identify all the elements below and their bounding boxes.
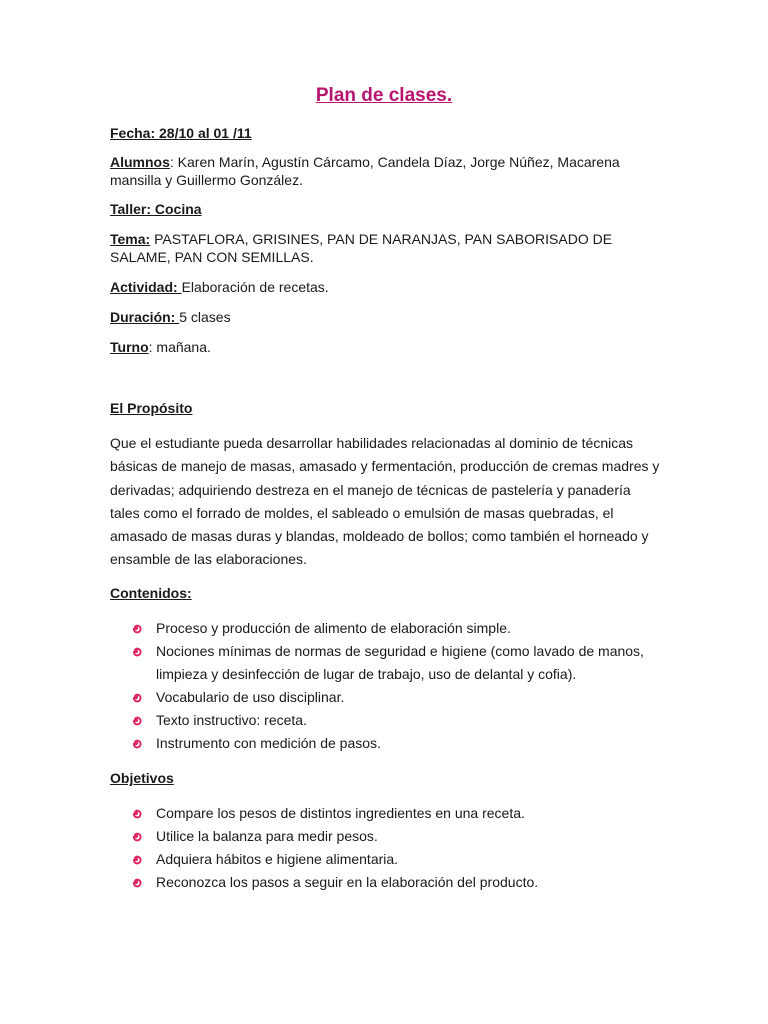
proposito-text: Que el estudiante pueda desarrollar habilidades relacionadas al dominio de técnicas básicas de manejo de masas, amasado y fermentación, producción de cremas madres y derivadas; adquiriendo destreza en el manejo de técnicas de pastelería y panadería tales como el forrado de moldes, el sableado o emulsión de masas quebradas, el amasado de masas duras y blandas, moldeado de bollos; como también el horneado y ensamble de las elaboraciones. bbox=[110, 435, 660, 568]
contenidos-item-text: Texto instructivo: receta. bbox=[156, 712, 307, 728]
actividad-label: Actividad: bbox=[110, 279, 182, 295]
turno-label: Turno bbox=[110, 339, 149, 355]
duracion-value: 5 clases bbox=[179, 309, 231, 325]
spiral-bullet-icon bbox=[130, 645, 142, 657]
objetivos-item-text: Compare los pesos de distintos ingredientes en una receta. bbox=[156, 805, 525, 821]
list-item bbox=[130, 732, 670, 755]
fecha-field bbox=[110, 124, 650, 142]
duracion-field bbox=[110, 308, 650, 326]
objetivos-item-text: Utilice la balanza para medir pesos. bbox=[156, 828, 378, 844]
spiral-bullet-icon bbox=[130, 807, 142, 819]
objetivos-list bbox=[130, 802, 670, 894]
taller-label: Taller: Cocina bbox=[110, 201, 202, 217]
list-item bbox=[130, 848, 670, 871]
alumnos-label: Alumnos bbox=[110, 154, 170, 170]
taller-field bbox=[110, 200, 650, 218]
tema-field bbox=[110, 230, 650, 266]
list-item bbox=[130, 709, 670, 732]
spiral-bullet-icon bbox=[130, 853, 142, 865]
fecha-label: Fecha: 28/10 al 01 /11 bbox=[110, 125, 252, 141]
contenidos-list bbox=[130, 617, 670, 755]
contenidos-item-text: Vocabulario de uso disciplinar. bbox=[156, 689, 345, 705]
page-title: Plan de clases. bbox=[315, 85, 453, 106]
tema-label: Tema: bbox=[110, 231, 151, 247]
list-item bbox=[130, 686, 670, 709]
contenidos-item-text: Proceso y producción de alimento de elaboración simple. bbox=[156, 620, 511, 636]
spiral-bullet-icon bbox=[130, 622, 142, 634]
list-item bbox=[130, 871, 670, 894]
tema-value: PASTAFLORA, GRISINES, PAN DE NARANJAS, PAN SABORISADO DE SALAME, PAN CON SEMILLAS. bbox=[110, 231, 613, 265]
contenidos-heading: Contenidos: bbox=[110, 585, 192, 601]
list-item bbox=[130, 617, 670, 640]
actividad-field bbox=[110, 278, 650, 296]
contenidos-item-text: Instrumento con medición de pasos. bbox=[156, 735, 381, 751]
objetivos-item-text: Adquiera hábitos e higiene alimentaria. bbox=[156, 851, 399, 867]
turno-value: : mañana. bbox=[148, 339, 211, 355]
turno-field bbox=[110, 338, 650, 356]
spiral-bullet-icon bbox=[130, 691, 142, 703]
alumnos-field bbox=[110, 153, 650, 189]
spiral-bullet-icon bbox=[130, 830, 142, 842]
list-item bbox=[130, 802, 670, 825]
objetivos-item-text: Reconozca los pasos a seguir en la elaboración del producto. bbox=[156, 874, 539, 890]
contenidos-item-text: Nociones mínimas de normas de seguridad e higiene (como lavado de manos, limpieza y desinfección de lugar de trabajo, uso de delantal y cofia). bbox=[156, 643, 644, 682]
alumnos-value: : Karen Marín, Agustín Cárcamo, Candela Díaz, Jorge Núñez, Macarena mansilla y Guillermo González. bbox=[110, 154, 620, 188]
list-item bbox=[130, 640, 670, 686]
objetivos-heading: Objetivos bbox=[110, 770, 174, 786]
list-item bbox=[130, 825, 670, 848]
spiral-bullet-icon bbox=[130, 876, 142, 888]
actividad-value: Elaboración de recetas. bbox=[181, 279, 329, 295]
duracion-label: Duración: bbox=[110, 309, 180, 325]
proposito-heading: El Propósito bbox=[110, 400, 193, 416]
spiral-bullet-icon bbox=[130, 737, 142, 749]
spiral-bullet-icon bbox=[130, 714, 142, 726]
